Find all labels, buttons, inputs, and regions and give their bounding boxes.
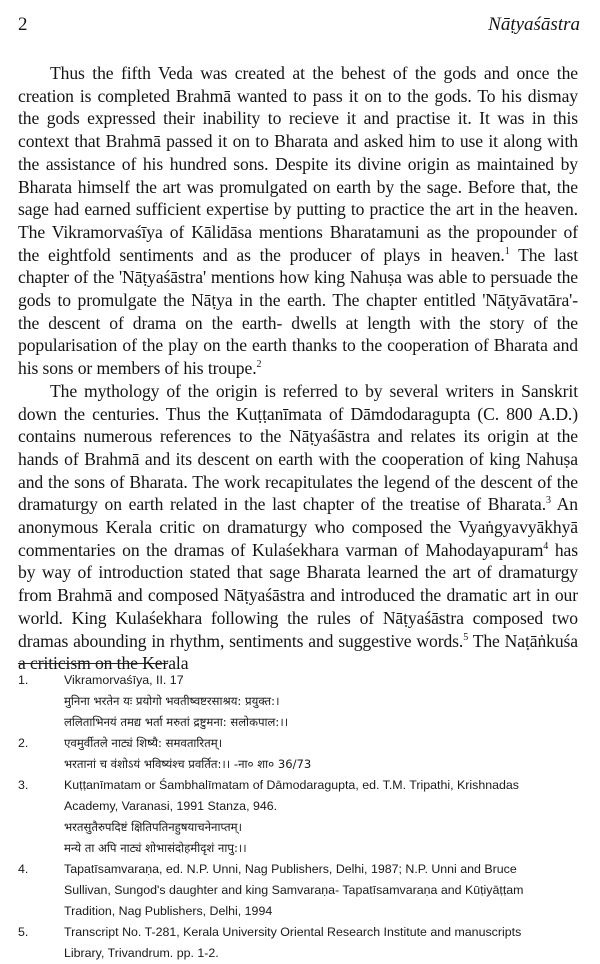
footnote-separator xyxy=(18,663,168,664)
paragraph-text: The Naṭāṅkuśa a criticism on the Kerala xyxy=(18,630,578,674)
footnote-number: 3. xyxy=(18,778,29,792)
footnote-line: Kuṭṭanīmatam or Śambhalīmatam of Dāmodaragupta, ed. T.M. Tripathi, Krishnadas xyxy=(64,778,520,792)
paragraph-2 xyxy=(18,380,578,675)
footnote-ref-2: 2 xyxy=(256,359,262,371)
footnote-3 xyxy=(18,775,578,859)
footnote-line: Academy, Varanasi, 1991 Stanza, 946. xyxy=(64,799,278,813)
page-number: 2 xyxy=(18,14,28,35)
footnote-line: Sullivan, Sungod's daughter and king Samvaraṇa- Tapatīsamvaraṇa and Kūṭiyāṭṭam xyxy=(64,883,524,897)
paragraph-text: An anonymous Kerala critic on dramaturgy who composed the Vyaṅgyavyākhyā commentaries on the dramas of Kulaśekhara varman of Mahodayapuram xyxy=(18,494,578,560)
footnote-number: 5. xyxy=(18,925,29,939)
paragraph-text: Thus the fifth Veda was created at the behest of the gods and once the creation is completed Brahmā wanted to pass it on to the gods. To his dismay the gods expressed their inability to recieve it and practise it. It was in this context that Brahmā passed it on to Bharata and asked him to use it along with the assistance of his hundred sons. Despite its divine origin as maintained by Bharata himself the art was promulgated on earth by the sage. Before that, the sage had earned sufficient expertise by putting to practice the art in the heaven. The Vikramorvaśīya of Kālidāsa mentions Bharatamuni as the propounder of the eightfold sentiments and as the producer of plays in heaven. xyxy=(18,63,578,265)
paragraph-text: The last chapter of the 'Nāṭyaśāstra' mentions how king Nahuṣa was able to persuade the gods to promulgate the Nāṭya in the earth. The chapter entitled 'Nāṭyāvatāra'- the descent of drama on the earth- dwells at length with the story of the popularisation of the play on the earth thanks to the cooperation of Bharata and his sons or members of his troupe. xyxy=(18,244,578,379)
footnote-line: Tapatīsamvaraṇa, ed. N.P. Unni, Nag Publishers, Delhi, 1987; N.P. Unni and Bruce xyxy=(64,862,517,876)
page-header xyxy=(18,14,580,40)
footnote-verse-line: एवमुर्वीतले नाट्यं शिष्यै: समवतारितम्। xyxy=(64,736,223,750)
paragraph-1 xyxy=(18,62,578,380)
footnote-verse-line: भरतानां च वंशोऽयं भविष्यंश्च प्रवर्तित:।। -ना० शा० 36/73 xyxy=(64,757,312,771)
body-text xyxy=(18,62,578,675)
footnote-2 xyxy=(18,733,578,775)
running-title: Nāṭyaśāstra xyxy=(488,14,580,35)
footnote-ref-4: 4 xyxy=(543,540,549,552)
footnote-verse-line: ललिताभिनयं तमद्य भर्ता मरुतां द्रष्टुमना: सलोकपाल:।। xyxy=(64,715,289,729)
footnote-line: Tradition, Nag Publishers, Delhi, 1994 xyxy=(64,904,273,918)
paragraph-text: The mythology of the origin is referred to by several writers in Sanskrit down the centuries. Thus the Kuṭṭanīmata of Dāmdodaragupta (C. 800 A.D.) contains numerous references to the Nāṭyaśāstra and relates its origin at the hands of Brahmā and its descent on earth with the cooperation of king Nahuṣa and the sons of Bharata. The work recapitulates the legend of the descent of the dramaturgy on earth related in the last chapter of the treatise of Bharata. xyxy=(18,380,578,515)
footnote-line: Transcript No. T-281, Kerala University Oriental Research Institute and manuscripts xyxy=(64,925,522,939)
footnote-verse-line: मन्ये ता अपि नाट्यं शोभासंदोहमीदृशं नापु:।। xyxy=(64,841,247,855)
footnote-line: Library, Trivandrum. pp. 1-2. xyxy=(64,946,219,960)
footnote-ref-5: 5 xyxy=(463,631,469,643)
footnote-4 xyxy=(18,859,578,922)
footnote-verse-line: भरतसुतैरुपदिष्टं क्षितिपतिनहुषयाचनेनाप्तम्। xyxy=(64,820,242,834)
footnote-number: 1. xyxy=(18,673,29,687)
footnote-1 xyxy=(18,670,578,733)
footnote-ref-1: 1 xyxy=(504,245,510,257)
footnotes xyxy=(18,670,578,964)
footnote-verse-line: मुनिना भरतेन यः प्रयोगो भवतीष्वष्टरसाश्रय: प्रयुक्त:। xyxy=(64,694,280,708)
footnote-5 xyxy=(18,922,578,964)
footnote-number: 2. xyxy=(18,736,29,750)
footnote-number: 4. xyxy=(18,862,29,876)
footnote-line: Vikramorvaśīya, II. 17 xyxy=(64,673,184,687)
footnote-ref-3: 3 xyxy=(546,495,551,507)
paragraph-text: has by way of introduction stated that sage Bharata learned the art of dramaturgy from Brahmā and composed Nāṭyaśāstra and introduced the dramatic art in our world. King Kulaśekhara following the rules of Nāṭyaśāstra composed two dramas abounding in rhythm, sentiments and suggestive words. xyxy=(18,539,578,651)
